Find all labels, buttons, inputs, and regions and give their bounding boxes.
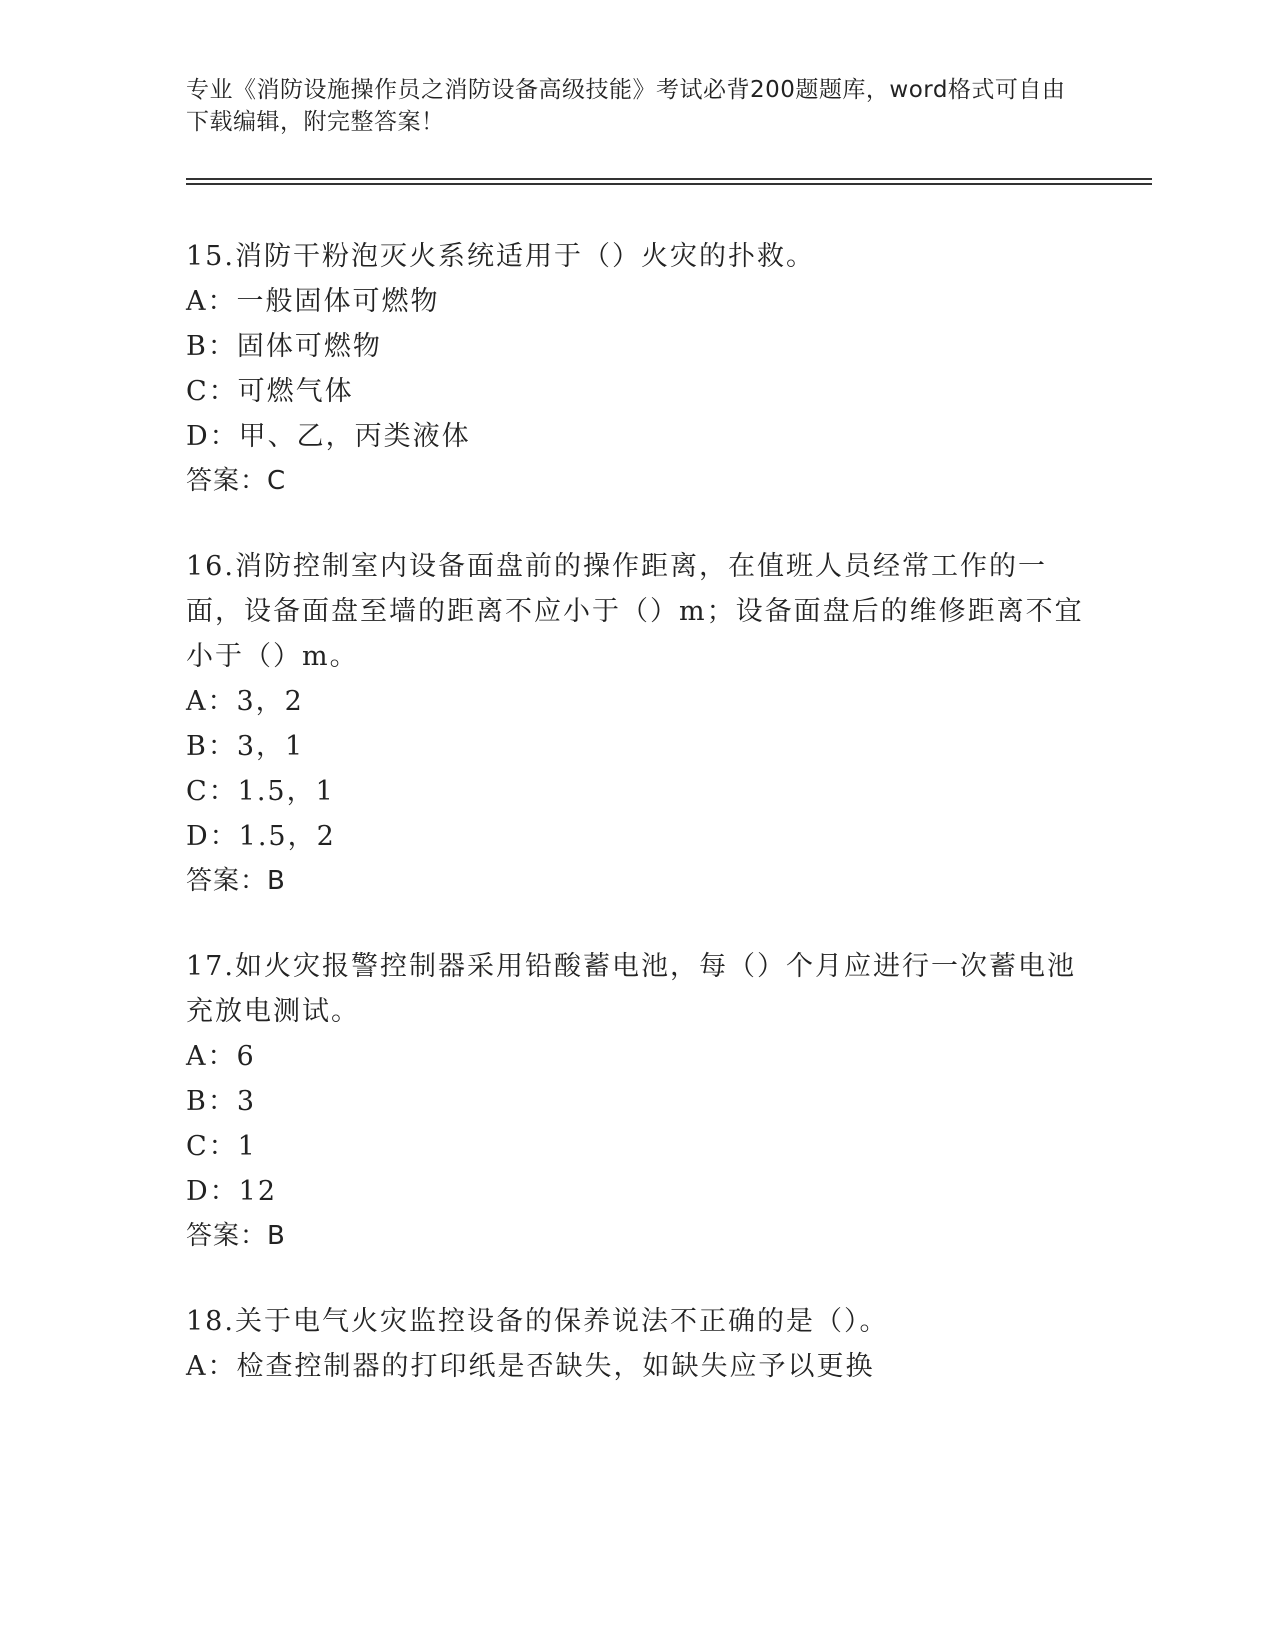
option-d: D：12 [186, 1176, 278, 1207]
option-a: A：6 [186, 1041, 256, 1072]
option-a: A：一般固体可燃物 [186, 286, 440, 317]
option-b: B：3，1 [186, 731, 305, 762]
option-b: B：固体可燃物 [186, 331, 382, 362]
answer: 答案：B [186, 866, 286, 896]
option-c: C：1.5，1 [186, 776, 335, 807]
question-17 [186, 944, 1086, 1259]
option-c: C：可燃气体 [186, 376, 354, 407]
header-divider-top [186, 178, 1152, 180]
answer: 答案：B [186, 1221, 286, 1251]
question-list [186, 234, 1086, 1429]
question-16 [186, 544, 1086, 904]
header-divider-bottom [186, 183, 1152, 185]
option-a: A：检查控制器的打印纸是否缺失，如缺失应予以更换 [186, 1351, 875, 1382]
question-stem: 17.如火灾报警控制器采用铅酸蓄电池，每（）个月应进行一次蓄电池充放电测试。 [186, 951, 1076, 1027]
option-d: D：甲、乙，丙类液体 [186, 421, 471, 452]
question-15 [186, 234, 1086, 504]
option-a: A：3，2 [186, 686, 304, 717]
option-b: B：3 [186, 1086, 257, 1117]
question-stem: 16.消防控制室内设备面盘前的操作距离，在值班人员经常工作的一面，设备面盘至墙的距离不应小于（）m；设备面盘后的维修距离不宜小于（）m。 [186, 551, 1084, 672]
answer: 答案：C [186, 466, 287, 496]
document-header: 专业《消防设施操作员之消防设备高级技能》考试必背200题题库，word格式可自由下载编辑，附完整答案！ [186, 77, 1066, 135]
question-stem: 15.消防干粉泡灭火系统适用于（）火灾的扑救。 [186, 241, 815, 272]
question-stem: 18.关于电气火灾监控设备的保养说法不正确的是（）。 [186, 1306, 889, 1337]
question-18 [186, 1299, 1086, 1389]
option-d: D：1.5，2 [186, 821, 336, 852]
option-c: C：1 [186, 1131, 257, 1162]
